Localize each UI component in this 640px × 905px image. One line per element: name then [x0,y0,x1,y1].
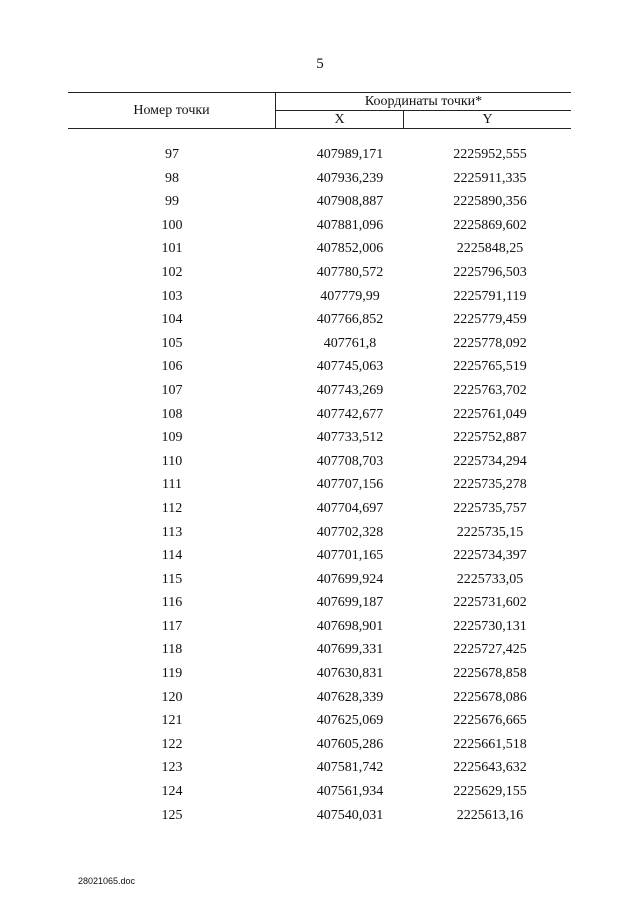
coordinate-x: 407733,512 [316,430,384,446]
point-number: 114 [161,548,183,564]
point-number: 111 [162,477,182,493]
header-coordinates: Координаты точки* [364,94,483,109]
coordinate-y: 2225765,519 [453,359,527,375]
coordinate-x: 407852,006 [316,241,384,257]
coordinate-x: 407908,887 [316,194,384,210]
coordinate-y: 2225911,335 [453,170,527,186]
table-row [68,616,571,640]
coordinate-x: 407989,171 [316,147,384,162]
coordinate-x: 407698,901 [316,618,384,634]
coordinate-x: 407699,331 [316,642,384,658]
point-number: 123 [161,760,183,776]
point-number: 112 [161,500,183,516]
table-row [68,356,571,380]
coordinate-x: 407581,742 [316,760,384,776]
table-row [68,663,571,687]
coordinate-x: 407779,99 [320,288,380,304]
table-row [68,687,571,711]
table-row [68,522,571,546]
coordinate-x: 407707,156 [316,477,384,493]
coordinate-y: 2225778,092 [453,335,527,351]
table-row [68,427,571,451]
point-number: 101 [161,241,183,257]
coordinate-y: 2225735,757 [453,500,527,516]
coordinate-x: 407605,286 [316,736,384,752]
point-number: 100 [161,217,183,233]
coordinate-x: 407743,269 [316,382,384,398]
coordinate-x: 407742,677 [316,406,384,422]
point-number: 125 [161,807,183,823]
coordinate-y: 2225848,25 [456,241,524,257]
point-number: 118 [161,642,183,658]
coordinate-x: 407701,165 [316,548,384,564]
coordinate-x: 407766,852 [316,312,384,328]
coordinate-y: 2225752,887 [453,430,527,446]
coordinate-y: 2225643,632 [453,760,527,776]
point-number: 117 [161,618,183,634]
table-row [68,451,571,475]
table-row [68,168,571,192]
point-number: 113 [161,524,183,540]
point-number: 109 [161,430,183,446]
coordinate-y: 2225733,05 [456,571,524,587]
coordinate-y: 2225890,356 [453,194,527,210]
coordinate-y: 2225796,503 [453,264,527,280]
coordinate-y: 2225763,702 [453,382,527,398]
coordinate-y: 2225761,049 [453,406,527,422]
coordinate-y: 2225735,278 [453,477,527,493]
header-x: X [334,112,345,127]
coordinate-y: 2225791,119 [453,288,527,304]
coordinate-x: 407625,069 [316,713,384,729]
table-row [68,191,571,215]
point-number: 108 [161,406,183,422]
point-number: 99 [165,194,179,210]
point-number: 120 [161,689,183,705]
coordinate-x: 407704,697 [316,500,384,516]
point-number: 105 [161,335,183,351]
coordinate-x: 407699,187 [316,595,384,611]
table-row [68,805,571,829]
table-row [68,545,571,569]
coordinate-y: 2225734,294 [453,453,527,469]
table-row [68,569,571,593]
coordinate-y: 2225734,397 [453,548,527,564]
point-number: 103 [161,288,183,304]
point-number: 106 [161,359,183,375]
table-row [68,474,571,498]
coordinate-y: 2225678,858 [453,666,527,682]
table-row [68,734,571,758]
table-row [68,757,571,781]
coordinate-x: 407628,339 [316,689,384,705]
header-y: Y [482,112,493,127]
coordinate-y: 2225952,555 [453,147,527,162]
coordinate-x: 407708,703 [316,453,384,469]
table-row [68,309,571,333]
coordinate-x: 407630,831 [316,666,384,682]
table-row [68,144,571,168]
coordinate-x: 407745,063 [316,359,384,375]
table-row [68,710,571,734]
table-row [68,333,571,357]
point-number: 102 [161,264,183,280]
point-number: 119 [161,666,183,682]
coordinate-x: 407780,572 [316,264,384,280]
table-row [68,286,571,310]
table-row [68,404,571,428]
document-filename: 28021065.doc [78,876,136,886]
point-number: 115 [161,571,183,587]
coordinate-y: 2225678,086 [453,689,527,705]
page-number: 5 [316,56,324,72]
table-row [68,262,571,286]
coordinate-y: 2225613,16 [456,807,524,823]
table-row [68,592,571,616]
table-row [68,238,571,262]
point-number: 124 [161,784,183,800]
table-row [68,639,571,663]
coordinate-x: 407881,096 [316,217,384,233]
point-number: 104 [161,312,183,328]
point-number: 116 [161,595,183,611]
point-number: 122 [161,736,183,752]
header-point-number: Номер точки [133,103,210,118]
coordinate-y: 2225727,425 [453,642,527,658]
table-body [68,144,571,828]
point-number: 98 [165,170,179,186]
coordinate-y: 2225676,665 [453,713,527,729]
coordinate-x: 407561,934 [316,784,384,800]
point-number: 97 [165,147,179,162]
point-number: 107 [161,382,183,398]
table-row [68,498,571,522]
coordinate-y: 2225629,155 [453,784,527,800]
table-header [68,92,571,129]
coordinate-x: 407936,239 [316,170,384,186]
point-number: 121 [161,713,183,729]
coordinate-x: 407540,031 [316,807,384,823]
coordinate-y: 2225661,518 [453,736,527,752]
coordinate-y: 2225869,602 [453,217,527,233]
table-row [68,215,571,239]
coordinate-x: 407702,328 [316,524,384,540]
table-row [68,781,571,805]
table-row [68,380,571,404]
coordinate-x: 407761,8 [323,335,377,351]
point-number: 110 [161,453,183,469]
coordinate-x: 407699,924 [316,571,384,587]
coordinate-y: 2225735,15 [456,524,524,540]
coordinate-y: 2225730,131 [453,618,527,634]
coordinate-y: 2225779,459 [453,312,527,328]
coordinate-y: 2225731,602 [453,595,527,611]
